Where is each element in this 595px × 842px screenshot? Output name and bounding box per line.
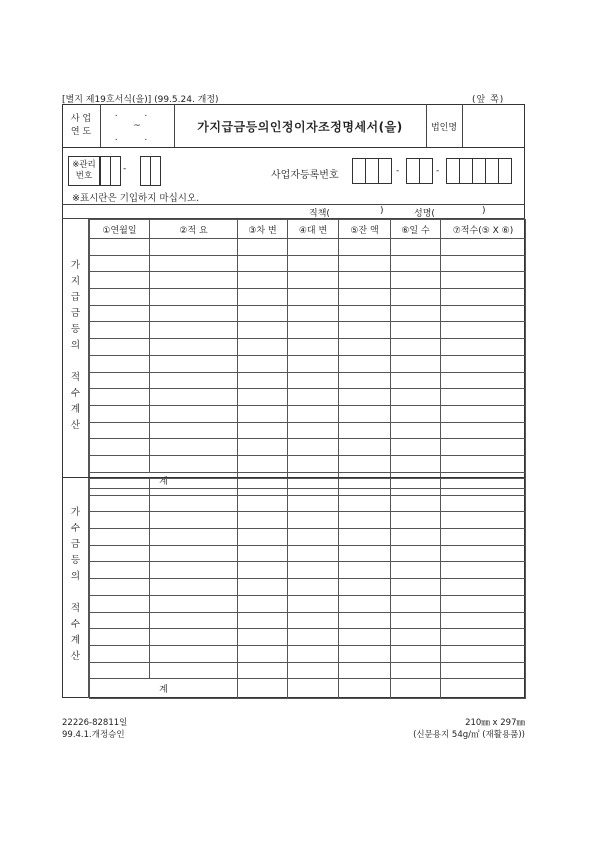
mgmt-number-boxes-2[interactable]: [140, 156, 161, 186]
table-row[interactable]: [90, 595, 526, 612]
col-accumulated: ⑦적수(⑤ X ⑥): [441, 220, 526, 239]
paper-type: (신문용지 54g/㎡ (재활용품)): [413, 730, 525, 740]
biz-reg-boxes-3[interactable]: [446, 158, 512, 184]
paper-size: 210㎜ x 297㎜: [465, 718, 525, 728]
table-row[interactable]: [90, 512, 526, 529]
position-label: 직책(: [309, 209, 330, 219]
total-row: [90, 679, 526, 699]
total-label: 계: [90, 679, 238, 699]
col-debit: ③차 변: [238, 220, 288, 239]
col-balance: ⑤잔 액: [339, 220, 391, 239]
col-credit: ④대 변: [288, 220, 339, 239]
table-row[interactable]: [90, 389, 526, 406]
biz-reg-boxes-2[interactable]: [406, 158, 433, 184]
table-row[interactable]: [90, 455, 526, 472]
business-year-label: 사 업 연 도: [70, 114, 92, 137]
table-row[interactable]: [90, 289, 526, 306]
col-days: ⑥일 수: [391, 220, 441, 239]
table-row[interactable]: [90, 479, 526, 496]
form-reference: [별지 제19호서식(을)] (99.5.24. 개정): [62, 95, 219, 105]
table-row[interactable]: [90, 422, 526, 439]
form-header: [62, 104, 525, 148]
table-row[interactable]: [90, 255, 526, 272]
table-row[interactable]: [90, 272, 526, 289]
note-text: ※표시란은 기입하지 마십시오.: [72, 193, 200, 204]
section1-label: 가 지 급 금 등 의 적 수 계 산: [70, 260, 81, 431]
table-row[interactable]: [90, 439, 526, 456]
table-row[interactable]: [90, 495, 526, 512]
footer-left: [62, 717, 127, 741]
table-row[interactable]: [90, 305, 526, 322]
table-row[interactable]: [90, 529, 526, 546]
paren: ): [380, 206, 384, 216]
approval-date: 99.4.1.개정승인: [62, 730, 125, 740]
table-row[interactable]: [90, 579, 526, 596]
footer-right: [380, 717, 525, 741]
dash: -: [436, 166, 440, 176]
paren: ): [482, 206, 486, 216]
name-label: 성명(: [414, 209, 435, 219]
corp-name-field[interactable]: [462, 104, 525, 148]
table-row[interactable]: [90, 239, 526, 256]
table-row[interactable]: [90, 645, 526, 662]
section2-table: [89, 478, 526, 699]
col-summary: ②적 요: [150, 220, 238, 239]
table-row[interactable]: [90, 662, 526, 679]
biz-reg-boxes-1[interactable]: [352, 158, 392, 184]
id-section: [62, 148, 525, 204]
position-name-row: [62, 204, 525, 219]
dash: -: [123, 164, 127, 174]
total-label: 계: [90, 472, 238, 489]
table-row[interactable]: [90, 355, 526, 372]
biz-reg-label: 사업자등록번호: [271, 170, 339, 181]
table-row[interactable]: [90, 562, 526, 579]
section1-table: [89, 219, 526, 489]
mgmt-number-label-box: ※관리 번호: [68, 156, 100, 186]
column-header-row: [90, 220, 526, 239]
form-code: 22226-82811일: [62, 718, 128, 728]
table-row[interactable]: [90, 545, 526, 562]
page-side-label: (앞 쪽): [472, 95, 505, 105]
col-date: ①연월일: [90, 220, 150, 239]
table-row[interactable]: [90, 322, 526, 339]
dash: -: [396, 166, 400, 176]
form-title: 가지급금등의인정이자조정명세서(을): [197, 120, 403, 134]
table-row[interactable]: [90, 612, 526, 629]
table-row[interactable]: [90, 405, 526, 422]
table-row[interactable]: [90, 372, 526, 389]
corp-name-label: 법인명: [430, 123, 458, 133]
table-row[interactable]: [90, 339, 526, 356]
table-row[interactable]: [90, 629, 526, 646]
section2-label: 가 수 금 등 의 적 수 계 산: [70, 507, 81, 662]
mgmt-number-boxes-1[interactable]: [100, 156, 121, 186]
business-year-dates[interactable]: . . ~ . .: [114, 109, 160, 143]
